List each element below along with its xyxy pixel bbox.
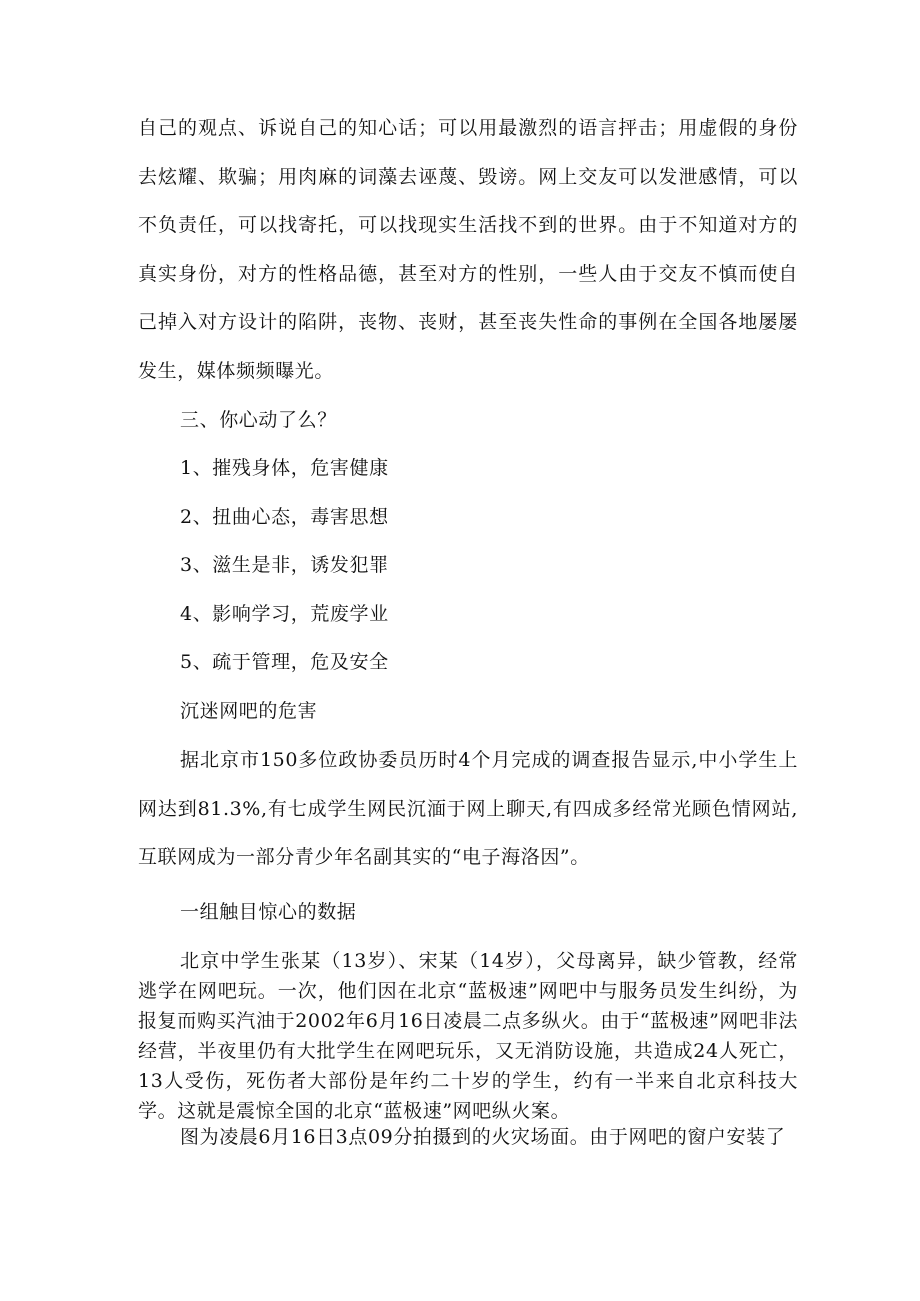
paragraph-arson-case: 北京中学生张某（13岁）、宋某（14岁），父母离异，缺少管教，经常逃学在网吧玩。一次，他们因在北京“蓝极速”网吧中与服务员发生纠纷，为报复而购买汽油于2002年6月16日凌晨二点多纵火。由于“蓝极速”网吧非法经营，半夜里仍有大批学生在网吧玩乐，又无消防设施，共造成24人死亡，13人受伤，死伤者大部份是年约二十岁的学生，约有一半来自北京科技大学。这就是震惊全国的北京“蓝极速”网吧纵火案。 <box>138 950 798 1122</box>
list-item-2: 2、扭曲心态，毒害思想 <box>180 506 389 528</box>
paragraph-online-friends: 自己的观点、诉说自己的知心话；可以用最激烈的语言抨击；用虚假的身份去炫耀、欺骗；用肉麻的词藻去诬蔑、毁谤。网上交友可以发泄感情，可以不负责任，可以找寄托，可以找现实生活找不到的世界。由于不知道对方的真实身份，对方的性格品德，甚至对方的性别，一些人由于交友不慎而使自己掉入对方设计的陷阱，丧物、丧财，甚至丧失性命的事例在全国各地屡屡发生，媒体频频曝光。 <box>138 117 798 382</box>
paragraph-survey: 据北京市150多位政协委员历时4个月完成的调查报告显示,中小学生上网达到81.3%,有七成学生网民沉湎于网上聊天,有四成多经常光顾色情网站,互联网成为一部分青少年名副其实的“电子海洛因”。 <box>138 749 798 868</box>
heading-internet-cafe-harm: 沉迷网吧的危害 <box>180 700 318 722</box>
section-heading-3: 三、你心动了么？ <box>180 409 337 431</box>
paragraph-fire-photo: 图为凌晨6月16日3点09分拍摄到的火灾场面。由于网吧的窗户安装了 <box>180 1126 786 1148</box>
list-item-5: 5、疏于管理，危及安全 <box>180 651 389 673</box>
list-item-1: 1、摧残身体，危害健康 <box>180 457 389 479</box>
heading-shocking-data: 一组触目惊心的数据 <box>180 901 357 923</box>
list-item-3: 3、滋生是非，诱发犯罪 <box>180 554 389 576</box>
list-item-4: 4、影响学习，荒废学业 <box>180 603 389 625</box>
